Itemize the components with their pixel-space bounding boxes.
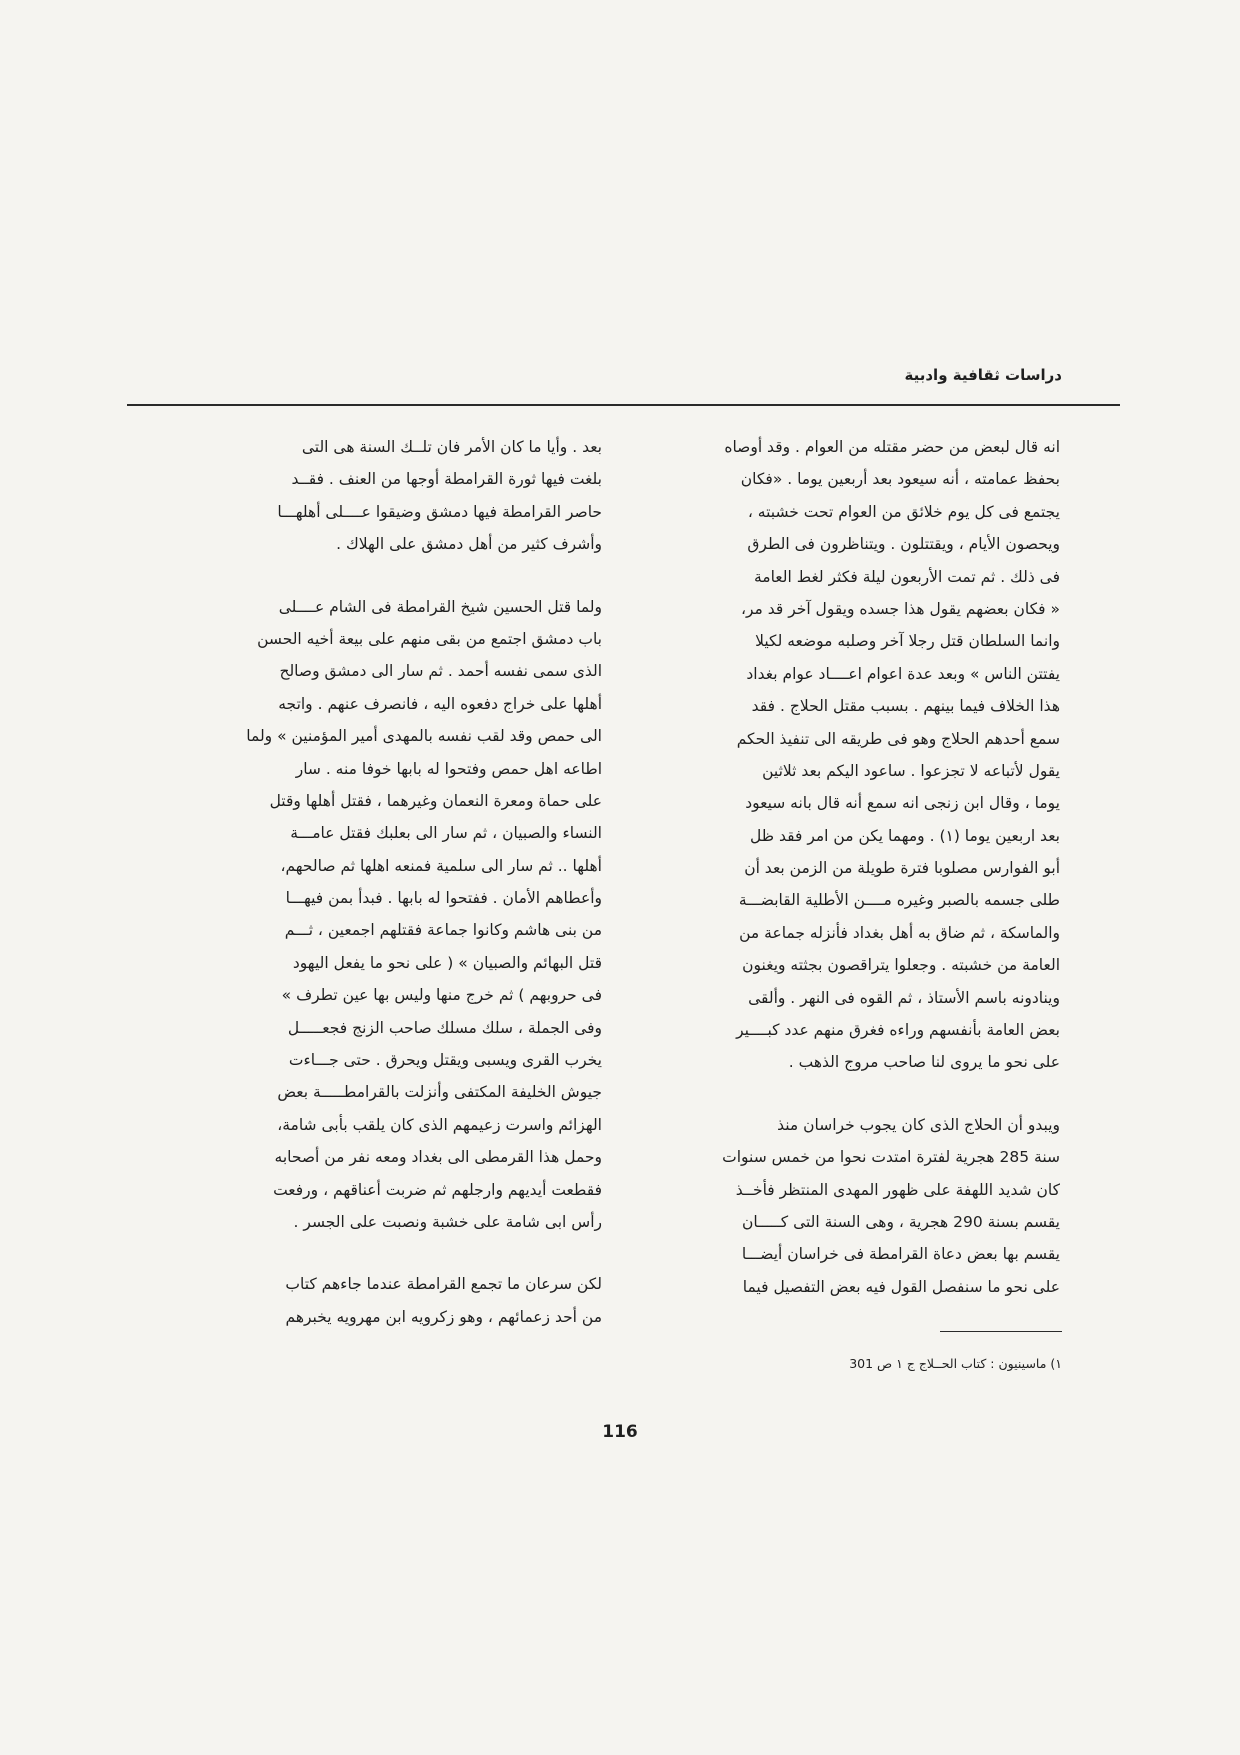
text-line: انه قال لبعض من حضر مقتله من العوام . وقد أوصاه — [724, 438, 1060, 456]
text-line: بعد . وأيا ما كان الأمر فان تلــك السنة هى التى — [301, 438, 602, 456]
page-number: 116 — [602, 1422, 638, 1442]
left-column — [190, 431, 602, 1333]
text-line: هذا الخلاف فيما بينهم . بسبب مقتل الحلاج . فقد — [751, 697, 1060, 716]
text-line: أهلها .. ثم سار الى سلمية فمنعه اهلها ثم صالحهم، — [280, 856, 602, 875]
text-line: حاصر القرامطة فيها دمشق وضيقوا عــــلى أهلهـــا — [277, 502, 602, 521]
text-line: يقسم بسنة 290 هجرية ، وهى السنة التى كـــــان — [741, 1212, 1060, 1231]
text-line: ويبدو أن الحلاج الذى كان يجوب خراسان منذ — [777, 1115, 1060, 1134]
text-line: على نحو ما يروى لنا صاحب مروج الذهب . — [788, 1053, 1060, 1072]
text-line: فقطعت أيديهم وارجلهم ثم ضربت أعناقهم ، ورفعت — [273, 1180, 602, 1199]
text-line: رأس ابى شامة على خشبة ونصبت على الجسر . — [293, 1212, 602, 1231]
text-line: بلغت فيها ثورة القرامطة أوجها من العنف . فقــد — [291, 470, 602, 489]
paragraph — [656, 1109, 1060, 1303]
text-line: يجتمع فى كل يوم خلائق من العوام تحت خشبته ، — [747, 502, 1060, 521]
text-line: كان شديد اللهفة على ظهور المهدى المنتظر فأخــذ — [735, 1180, 1060, 1199]
footnote: ١) ماسينيون : كتاب الحــلاج ج ١ ص 301 — [849, 1356, 1062, 1371]
text-line: يفتتن الناس » وبعد عدة اعوام اعــــاد عوام بغداد — [746, 664, 1060, 683]
text-line: طلى جسمه بالصبر وغيره مــــن الأطلية القابضـــة — [738, 891, 1060, 910]
paragraph — [190, 591, 602, 1239]
text-line: الى حمص وقد لقب نفسه بالمهدى أمير المؤمنين » ولما — [246, 727, 602, 746]
text-line: بعد اربعين يوما (١) . ومهما يكن من امر فقد ظل — [750, 826, 1060, 845]
text-line: فى حروبهم ) ثم خرج منها وليس بها عين تطرف » — [281, 986, 602, 1005]
right-column — [656, 431, 1060, 1303]
text-line: لكن سرعان ما تجمع القرامطة عندما جاءهم كتاب — [285, 1275, 602, 1294]
text-line: وحمل هذا القرمطى الى بغداد ومعه نفر من أصحابه — [274, 1148, 602, 1167]
text-line: من أحد زعمائهم ، وهو زكرويه ابن مهرويه يخبرهم — [285, 1307, 602, 1326]
text-line: أبو الفوارس مصلوبا فترة طويلة من الزمن بعد أن — [744, 859, 1060, 878]
text-line: اطاعه اهل حمص وفتحوا له بابها خوفا منه . سار — [295, 759, 602, 778]
text-line: « فكان بعضهم يقول هذا جسده ويقول آخر قد مر، — [740, 599, 1060, 618]
text-line: الهزائم واسرت زعيمهم الذى كان يلقب بأبى شامة، — [277, 1115, 602, 1134]
text-line: وأعطاهم الأمان . ففتحوا له بابها . فبدأ بمن فيهـــا — [285, 889, 602, 908]
text-line: يخرب القرى ويسبى ويقتل ويحرق . حتى جـــاءت — [288, 1051, 602, 1070]
text-line: باب دمشق اجتمع من بقى منهم على بيعة أخيه الحسن — [257, 629, 602, 648]
text-line: وفى الجملة ، سلك مسلك صاحب الزنج فجعـــــل — [287, 1018, 602, 1037]
text-line: على نحو ما سنفصل القول فيه بعض التفصيل فيما — [742, 1277, 1060, 1296]
text-line: جيوش الخليفة المكتفى وأنزلت بالقرامطـــــة بعض — [277, 1083, 602, 1102]
text-line: الذى سمى نفسه أحمد . ثم سار الى دمشق وصالح — [279, 662, 602, 681]
paragraph — [656, 431, 1060, 1079]
text-line: وأشرف كثير من أهل دمشق على الهلاك . — [336, 535, 602, 554]
running-header: دراسات ثقافية وادبية — [904, 366, 1062, 384]
text-line: والماسكة ، ثم ضاق به أهل بغداد فأنزله جماعة من — [739, 923, 1060, 942]
footnote-rule — [940, 1331, 1062, 1332]
text-line: سنة 285 هجرية لفترة امتدت نحوا من خمس سنوات — [722, 1148, 1060, 1167]
text-line: بحفظ عمامته ، أنه سيعود بعد أربعين يوما . «فكان — [740, 470, 1060, 489]
text-line: قتل البهائم والصبيان » ( على نحو ما يفعل اليهود — [292, 953, 602, 972]
text-line: بعض العامة بأنفسهم وراءه فغرق منهم عدد كبــــير — [736, 1021, 1060, 1040]
text-line: أهلها على خراج دفعوه اليه ، فانصرف عنهم . واتجه — [278, 694, 602, 713]
text-line: ويحصون الأيام ، ويقتتلون . ويتناظرون فى الطرق — [747, 535, 1060, 554]
text-line: وينادونه باسم الأستاذ ، ثم القوه فى النهر . وألقى — [748, 988, 1060, 1007]
paragraph — [190, 431, 602, 561]
paragraph — [190, 1268, 602, 1333]
text-line: من بنى هاشم وكانوا جماعة فقتلهم اجمعين ، ثـــم — [284, 921, 602, 940]
text-line: وانما السلطان قتل رجلا آخر وصلبه موضعه لكيلا — [755, 632, 1060, 651]
text-line: ولما قتل الحسين شيخ القرامطة فى الشام عــــلى — [278, 597, 602, 616]
text-line: سمع أحدهم الحلاج وهو فى طريقه الى تنفيذ الحكم — [736, 729, 1060, 748]
text-line: يقسم بها بعض دعاة القرامطة فى خراسان أيضـــا — [741, 1245, 1060, 1264]
text-line: يقول لأتباعه لا تجزعوا . ساعود اليكم بعد ثلاثين — [762, 761, 1060, 780]
header-rule — [127, 404, 1120, 406]
text-line: النساء والصبيان ، ثم سار الى بعلبك فقتل عامـــة — [290, 824, 602, 843]
text-line: على حماة ومعرة النعمان وغيرهما ، فقتل أهلها وقتل — [269, 791, 602, 810]
text-line: فى ذلك . ثم تمت الأربعون ليلة فكثر لغط العامة — [753, 567, 1060, 586]
text-line: العامة من خشبته . وجعلوا يتراقصون بجثته ويغنون — [742, 956, 1060, 975]
text-line: يوما ، وقال ابن زنجى انه سمع أنه قال بانه سيعود — [745, 794, 1060, 813]
